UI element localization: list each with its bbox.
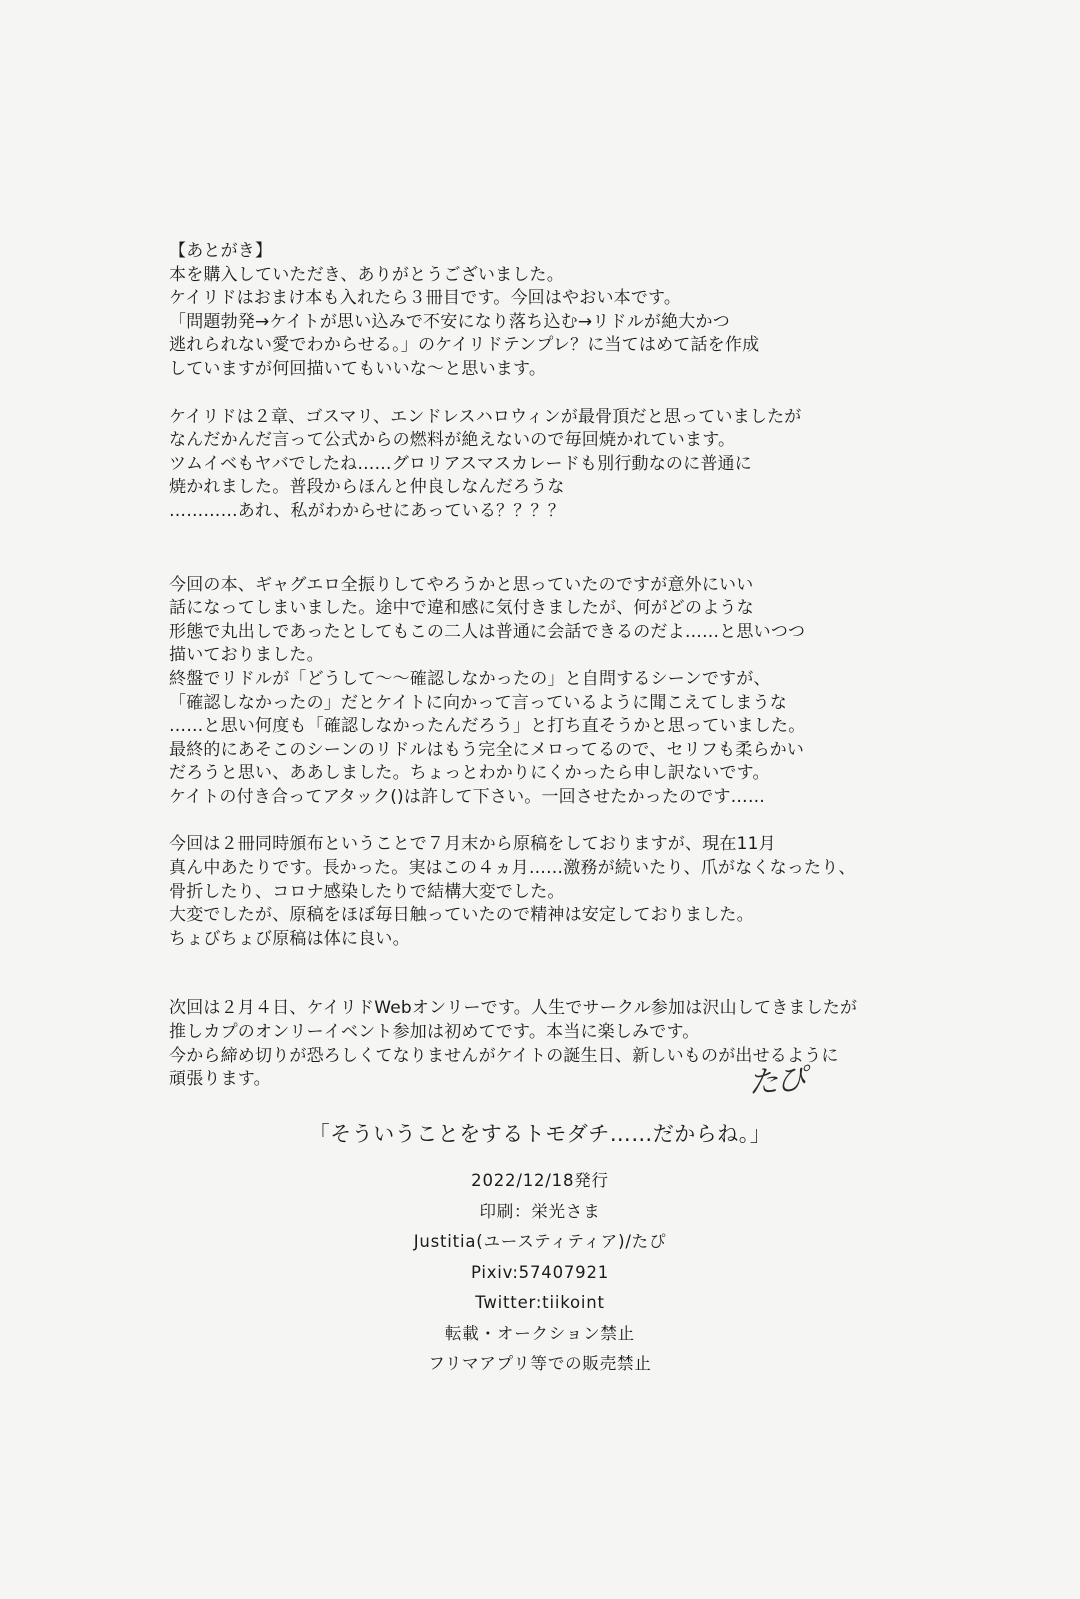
afterword-heading: 【あとがき】 (169, 241, 273, 261)
text-line: 今から締め切りが恐ろしくてなりませんがケイトの誕生日、新しいものが出せるように (169, 1045, 839, 1066)
text-line: 真ん中あたりです。長かった。実はこの４ヵ月……激務が続いたり、爪がなくなったり、 (169, 858, 856, 879)
text-line: 今回は２冊同時頒布ということで７月末から原稿をしておりますが、現在11月 (169, 834, 776, 855)
text-line: 逃れられない愛でわからせる。」のケイリドテンプレ？に当てはめて話を作成 (169, 335, 760, 356)
text-line: 「確認しなかったの」だとケイトに向かって言っているように聞こえてしまうな (169, 692, 788, 713)
text-line: 大変でしたが、原稿をほぼ毎日触っていたので精神は安定しておりました。 (169, 905, 754, 926)
text-line: 頑張ります。 (169, 1069, 271, 1090)
handwritten-signature: たぴ (747, 1062, 806, 1101)
text-line: 「問題勃発→ケイトが思い込みで不安になり落ち込む→リドルが絶大かつ (169, 311, 730, 332)
text-line: ……と思い何度も「確認しなかったんだろう」と打ち直そうかと思っていました。 (169, 716, 806, 737)
text-line: 今回の本、ギャグエロ全振りしてやろうかと思っていたのですが意外にいい (169, 574, 754, 595)
text-line: ツムイベもヤバでしたね……グロリアスマスカレードも別行動なのに普通に (169, 453, 752, 474)
text-line: ケイリドはおまけ本も入れたら３冊目です。今回はやおい本です。 (169, 288, 682, 309)
text-line: 推しカプのオンリーイベント参加は初めてです。本当に楽しみです。 (169, 1022, 700, 1043)
text-line: だろうと思い、ああしました。ちょっとわかりにくかったら申し訳ないです。 (169, 763, 770, 784)
text-line: ケイリドは２章、ゴスマリ、エンドレスハロウィンが最骨頂だと思っていましたが (169, 406, 802, 427)
paragraph-2 (169, 406, 909, 524)
text-line: 終盤でリドルが「どうして〜〜確認しなかったの」と自問するシーンですが、 (169, 668, 771, 689)
text-line: 次回は２月４日、ケイリドWebオンリーです。人生でサークル参加は沢山してきましたが (169, 998, 858, 1019)
colophon (0, 1118, 1080, 1380)
text-line: 形態で丸出しであったとしてもこの二人は普通に会話できるのだよ……と思いつつ (169, 621, 806, 642)
text-line: ちょびちょび原稿は体に良い。 (169, 928, 410, 949)
text-line: 本を購入していただき、ありがとうございました。 (169, 264, 564, 285)
text-line: 描いておりました。 (169, 645, 324, 666)
text-line: していますが何回描いてもいいな〜と思います。 (169, 358, 547, 379)
text-line: …………あれ、私がわからせにあっている？？？？ (169, 500, 565, 521)
text-line: 焼かれました。普段からほんと仲良しなんだろうな (169, 477, 565, 498)
no-resale-notice: フリマアプリ等での販売禁止 (428, 1354, 652, 1373)
paragraph-3 (169, 574, 909, 810)
circle-author: Justitia(ユースティティア)/たぴ (413, 1232, 667, 1251)
afterword-text (169, 240, 909, 1092)
text-line: 話になってしまいました。途中で違和感に気付きましたが、何がどのような (169, 598, 754, 619)
book-title: 「そういうことをするトモダチ……だからね。」 (308, 1122, 772, 1146)
publish-date: 2022/12/18発行 (471, 1171, 609, 1190)
text-line: ケイトの付き合ってアタック()は許して下さい。一回させたかったのです…… (169, 786, 766, 807)
pixiv-id: Pixiv:57407921 (470, 1262, 610, 1282)
text-line: 最終的にあそこのシーンのリドルはもう完全にメロってるので、セリフも柔らかい (169, 739, 805, 760)
text-line: なんだかんだ言って公式からの燃料が絶えないので毎回焼かれています。 (169, 430, 736, 451)
text-line: 骨折したり、コロナ感染したりで結構大変でした。 (169, 881, 565, 902)
printer: 印刷：栄光さま (479, 1201, 601, 1221)
paragraph-1 (169, 264, 909, 382)
no-reprint-notice: 転載・オークション禁止 (445, 1323, 635, 1343)
paragraph-4 (169, 833, 909, 951)
twitter-handle: Twitter:tiikoint (475, 1293, 605, 1312)
